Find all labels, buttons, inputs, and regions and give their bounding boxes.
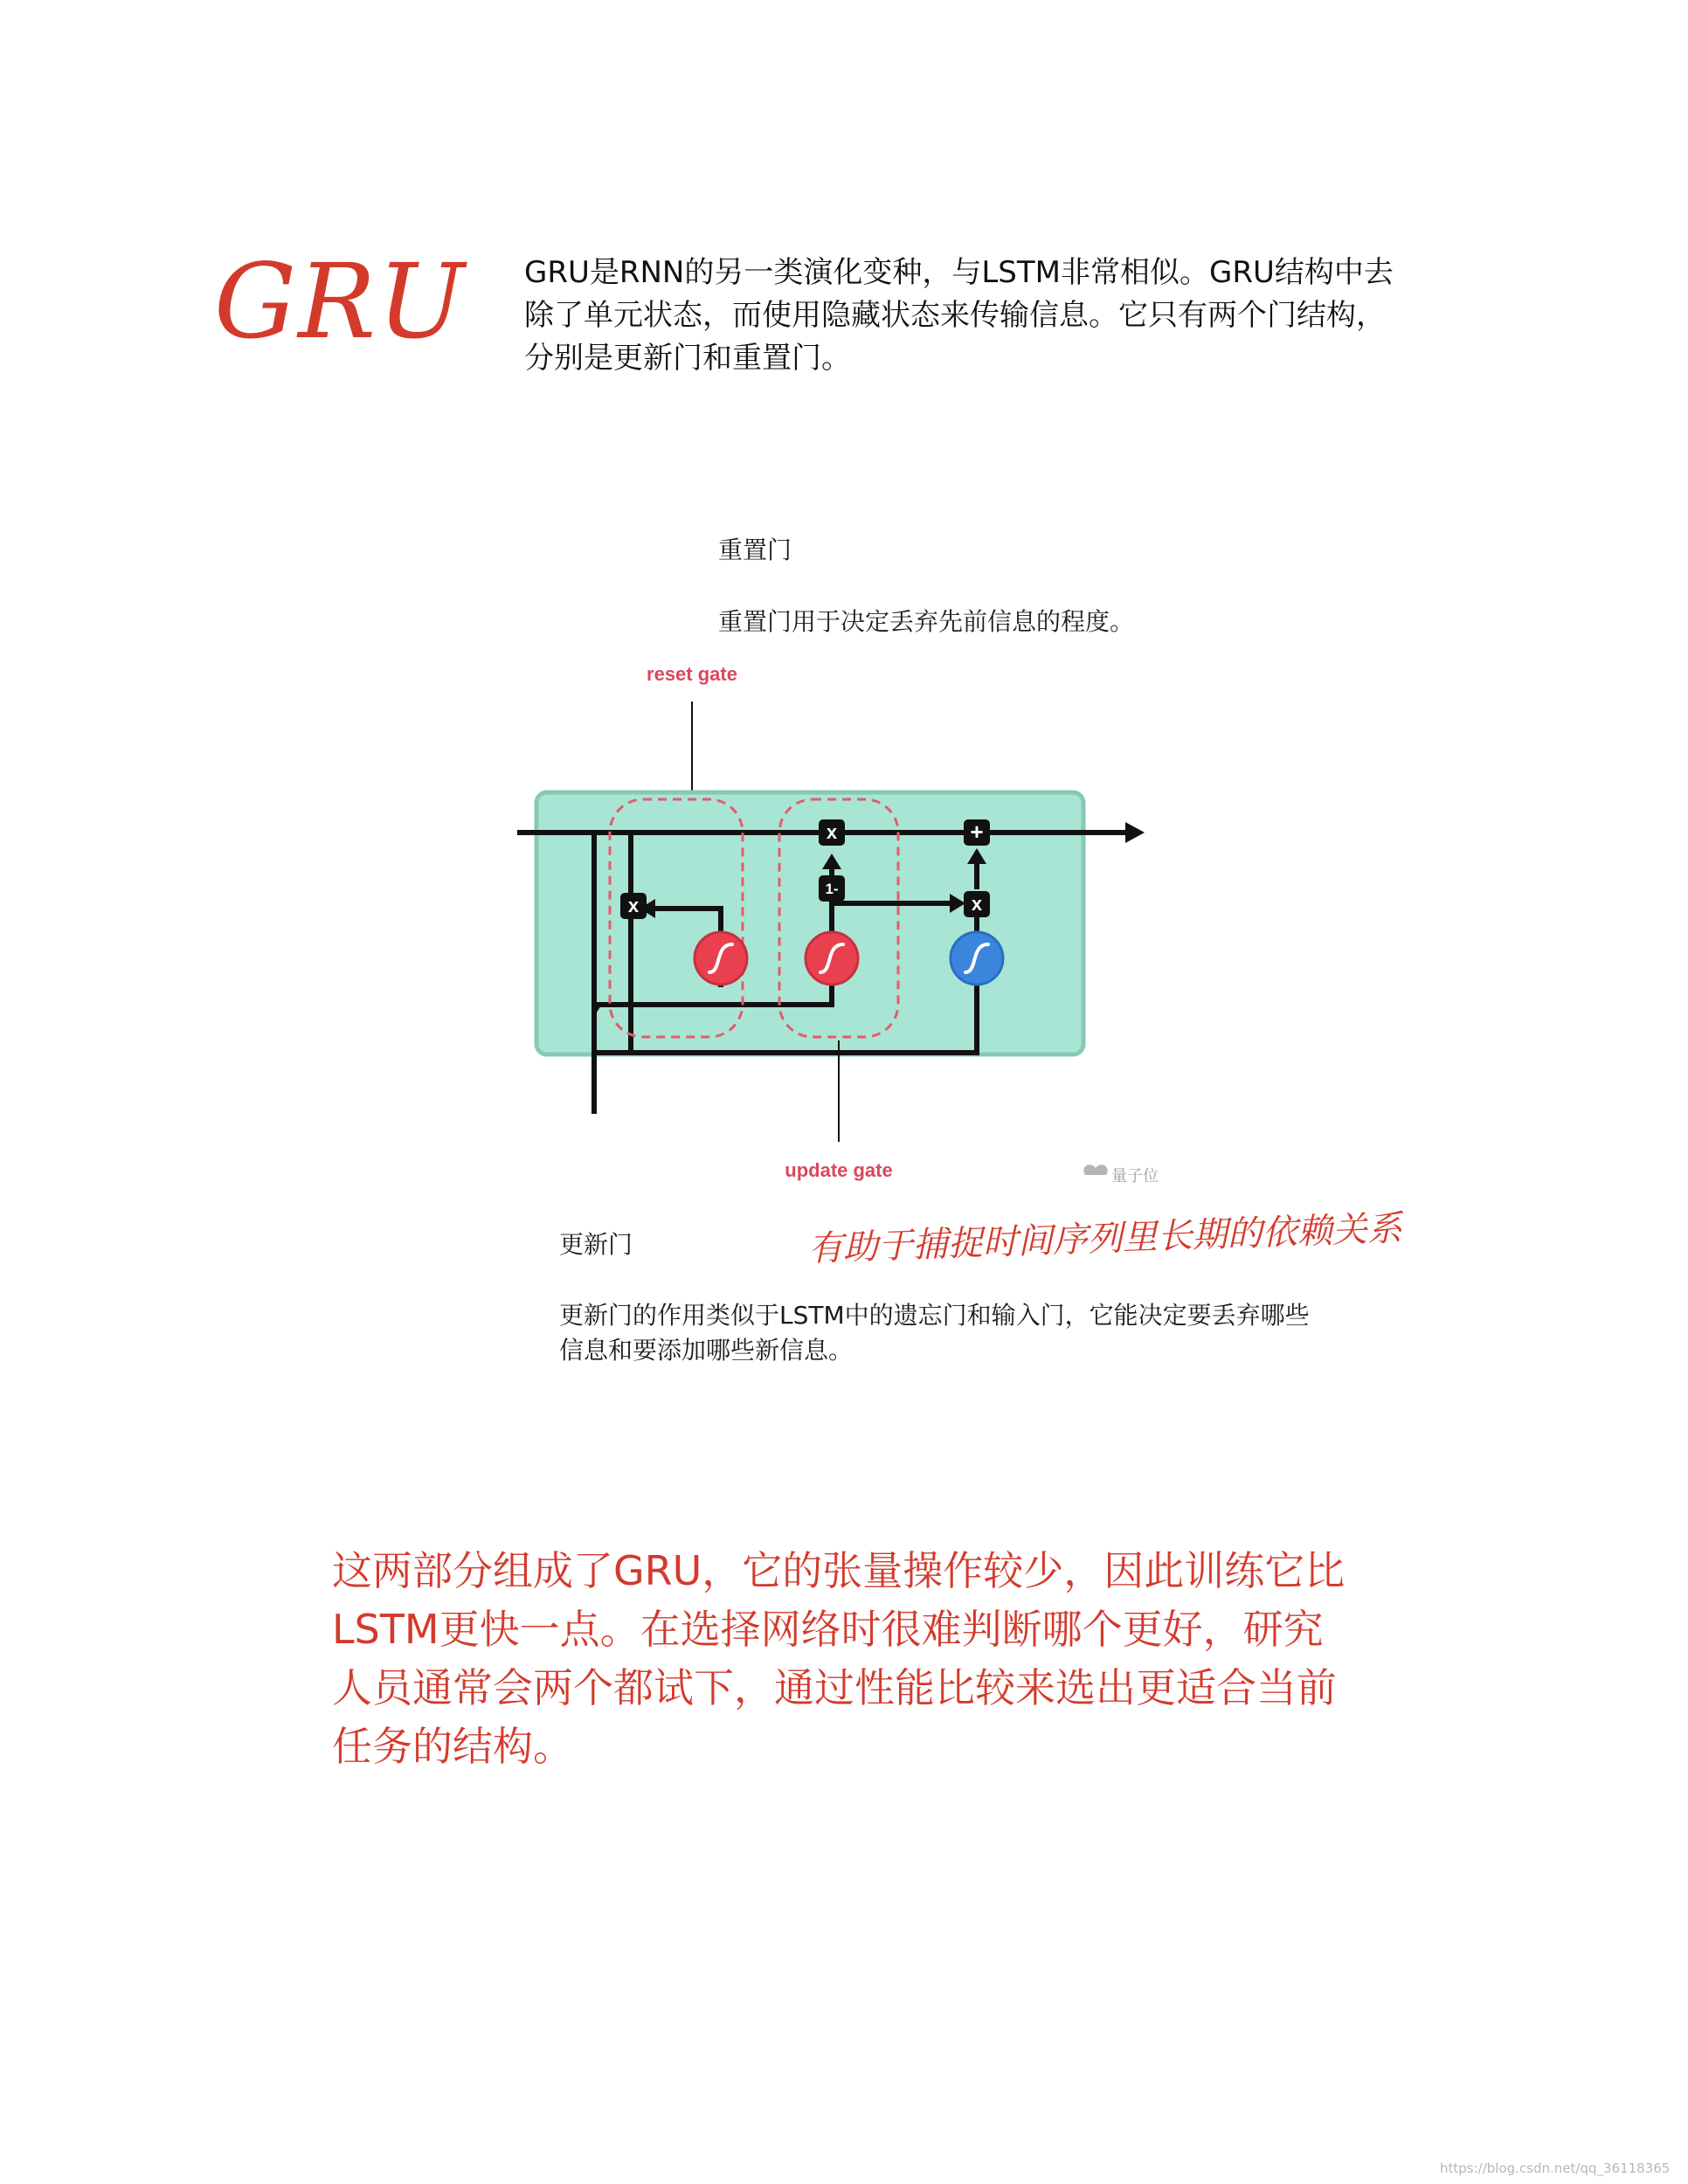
summary-line: 这两部分组成了GRU，它的张量操作较少，因此训练它比	[332, 1547, 1346, 1594]
update-gate-label: update gate	[785, 1159, 893, 1181]
multiply-symbol: x	[971, 893, 983, 915]
update-gate-description	[559, 1298, 1398, 1368]
intro-line: 分别是更新门和重置门。	[524, 341, 851, 376]
intro-line: GRU是RNN的另一类演化变种，与LSTM非常相似。GRU结构中去	[524, 255, 1394, 290]
multiply-symbol: x	[627, 895, 640, 916]
watermark: https://blog.csdn.net/qq_36118365	[1440, 2160, 1671, 2176]
source-logo	[1083, 1165, 1159, 1185]
page-title: GRU	[214, 241, 467, 362]
summary-line: 任务的结构。	[332, 1723, 573, 1770]
reset-sigmoid-icon	[695, 932, 747, 985]
candidate-sigmoid-icon	[951, 932, 1003, 985]
reset-gate-heading: 重置门	[718, 536, 792, 564]
update-sigmoid-icon	[806, 932, 858, 985]
add-symbol: +	[970, 819, 984, 845]
gru-diagram	[507, 660, 1188, 1219]
hidden-state-arrowhead	[1125, 822, 1145, 843]
intro-paragraph	[524, 252, 1424, 380]
multiply-symbol: x	[826, 821, 838, 843]
reset-gate-description: 重置门用于决定丢弃先前信息的程度。	[718, 607, 1135, 636]
summary-line: 人员通常会两个都试下，通过性能比较来选出更适合当前	[332, 1664, 1337, 1711]
description-line: 信息和要添加哪些新信息。	[559, 1336, 854, 1365]
source-mark: 量子位	[1111, 1167, 1159, 1185]
handwritten-note: 有助于捕捉时间序列里长期的依赖关系	[807, 1208, 1403, 1269]
one-minus-symbol: 1-	[825, 881, 839, 897]
reset-gate-label: reset gate	[647, 663, 737, 685]
description-line: 更新门的作用类似于LSTM中的遗忘门和输入门，它能决定要丢弃哪些	[559, 1301, 1310, 1330]
summary-line: LSTM更快一点。在选择网络时很难判断哪个更好，研究	[332, 1606, 1324, 1653]
intro-line: 除了单元状态，而使用隐藏状态来传输信息。它只有两个门结构，	[524, 298, 1386, 333]
update-gate-heading: 更新门	[559, 1230, 633, 1259]
summary-paragraph	[332, 1542, 1424, 1776]
